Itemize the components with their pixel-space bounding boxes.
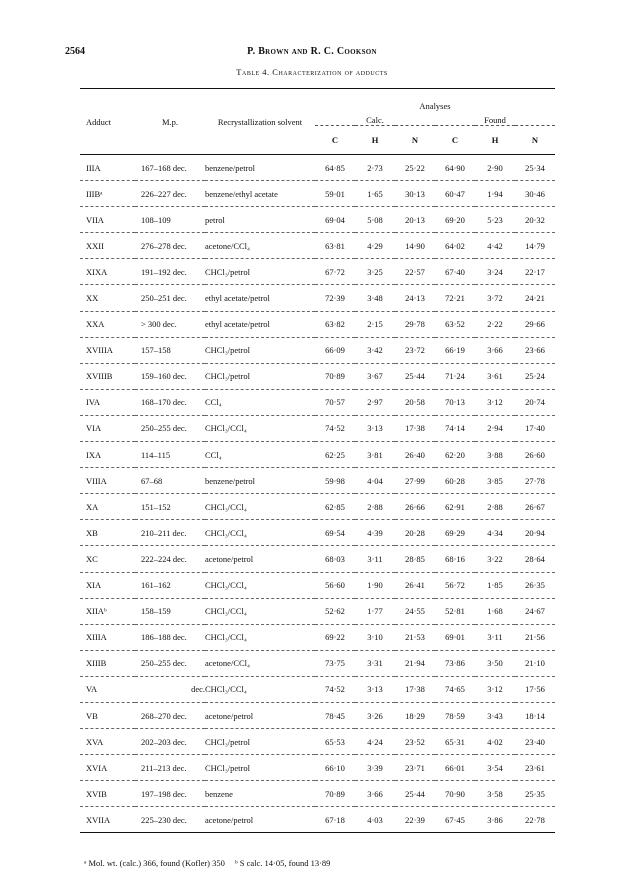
table-row	[80, 468, 555, 494]
table-row	[80, 337, 555, 363]
cell-calc-n: 23·72	[395, 337, 435, 363]
cell-calc-h: 2·15	[355, 311, 395, 337]
cell-found-n: 25·34	[515, 155, 555, 181]
cell-calc-h: 4·04	[355, 468, 395, 494]
cell-adduct: XIA	[80, 572, 135, 598]
cell-found-n: 23·40	[515, 729, 555, 755]
cell-found-n: 25·35	[515, 781, 555, 807]
cell-adduct: IIIA	[80, 155, 135, 181]
cell-found-c: 52·81	[435, 598, 475, 624]
cell-found-n: 20·94	[515, 520, 555, 546]
cell-calc-h: 3·10	[355, 624, 395, 650]
cell-calc-h: 3·11	[355, 546, 395, 572]
cell-found-n: 24·21	[515, 285, 555, 311]
cell-calc-n: 26·40	[395, 442, 435, 468]
cell-mp: 202–203 dec.	[135, 729, 205, 755]
cell-adduct: XIXA	[80, 259, 135, 285]
cell-found-c: 68·16	[435, 546, 475, 572]
cell-calc-c: 70·57	[315, 389, 355, 415]
page-number: 2564	[65, 46, 85, 57]
header-adduct: Adduct	[80, 89, 135, 155]
cell-solvent: acetone/petrol	[205, 807, 315, 833]
cell-solvent: CCl₄	[205, 442, 315, 468]
cell-solvent: CHCl₃/petrol	[205, 755, 315, 781]
cell-adduct: VB	[80, 702, 135, 728]
cell-adduct: XIIIB	[80, 650, 135, 676]
header-analyses: Analyses	[315, 89, 555, 112]
cell-solvent: CHCl₃/petrol	[205, 729, 315, 755]
cell-adduct: XVIIA	[80, 807, 135, 833]
header-calc-c: C	[315, 126, 355, 155]
cell-calc-c: 67·18	[315, 807, 355, 833]
cell-found-h: 3·11	[475, 624, 515, 650]
cell-calc-c: 66·09	[315, 337, 355, 363]
table-row	[80, 363, 555, 389]
cell-calc-n: 21·94	[395, 650, 435, 676]
table-row	[80, 650, 555, 676]
cell-calc-c: 59·98	[315, 468, 355, 494]
cell-found-h: 3·50	[475, 650, 515, 676]
cell-calc-h: 3·67	[355, 363, 395, 389]
cell-found-c: 56·72	[435, 572, 475, 598]
table-row	[80, 442, 555, 468]
cell-calc-h: 4·24	[355, 729, 395, 755]
cell-found-c: 69·20	[435, 207, 475, 233]
cell-mp: 210–211 dec.	[135, 520, 205, 546]
cell-found-h: 3·24	[475, 259, 515, 285]
cell-found-n: 23·66	[515, 337, 555, 363]
cell-found-h: 3·88	[475, 442, 515, 468]
header-mp: M.p.	[135, 89, 205, 155]
cell-found-n: 26·67	[515, 494, 555, 520]
cell-calc-n: 30·13	[395, 181, 435, 207]
cell-mp: 157–158	[135, 337, 205, 363]
cell-adduct: XVA	[80, 729, 135, 755]
cell-adduct: XVIB	[80, 781, 135, 807]
cell-found-c: 78·59	[435, 702, 475, 728]
table-row	[80, 807, 555, 833]
cell-found-h: 3·43	[475, 702, 515, 728]
header-calc: Calc.	[366, 115, 384, 125]
cell-adduct: XA	[80, 494, 135, 520]
cell-calc-c: 56·60	[315, 572, 355, 598]
cell-found-n: 22·17	[515, 259, 555, 285]
cell-mp: 211–213 dec.	[135, 755, 205, 781]
cell-found-n: 14·79	[515, 233, 555, 259]
table-row	[80, 494, 555, 520]
table-row	[80, 598, 555, 624]
cell-mp: 222–224 dec.	[135, 546, 205, 572]
cell-calc-c: 65·53	[315, 729, 355, 755]
cell-mp: > 300 dec.	[135, 311, 205, 337]
cell-adduct: VIIIA	[80, 468, 135, 494]
table-row	[80, 155, 555, 181]
cell-adduct: XXII	[80, 233, 135, 259]
cell-mp: 161–162	[135, 572, 205, 598]
cell-found-h: 2·94	[475, 415, 515, 441]
cell-solvent: acetone/petrol	[205, 546, 315, 572]
cell-calc-c: 66·10	[315, 755, 355, 781]
cell-adduct: XB	[80, 520, 135, 546]
cell-solvent: acetone/petrol	[205, 702, 315, 728]
cell-calc-h: 2·73	[355, 155, 395, 181]
cell-calc-c: 64·85	[315, 155, 355, 181]
cell-calc-n: 20·13	[395, 207, 435, 233]
cell-calc-h: 3·39	[355, 755, 395, 781]
cell-found-n: 20·32	[515, 207, 555, 233]
cell-found-n: 23·61	[515, 755, 555, 781]
cell-found-c: 62·91	[435, 494, 475, 520]
cell-found-h: 3·61	[475, 363, 515, 389]
cell-adduct: XVIIIB	[80, 363, 135, 389]
cell-calc-c: 78·45	[315, 702, 355, 728]
cell-found-h: 4·42	[475, 233, 515, 259]
cell-found-h: 2·22	[475, 311, 515, 337]
cell-solvent: benzene/petrol	[205, 155, 315, 181]
cell-calc-c: 72·39	[315, 285, 355, 311]
cell-solvent: acetone/CCl₄	[205, 233, 315, 259]
cell-found-h: 5·23	[475, 207, 515, 233]
cell-found-c: 65·31	[435, 729, 475, 755]
cell-found-h: 3·66	[475, 337, 515, 363]
cell-mp: 186–188 dec.	[135, 624, 205, 650]
cell-adduct: XIIAᵇ	[80, 598, 135, 624]
table-row	[80, 207, 555, 233]
cell-solvent: ethyl acetate/petrol	[205, 285, 315, 311]
cell-calc-n: 21·53	[395, 624, 435, 650]
cell-solvent: CHCl₃/CCl₄	[205, 598, 315, 624]
cell-found-n: 21·56	[515, 624, 555, 650]
cell-solvent: CHCl₃/CCl₄	[205, 415, 315, 441]
cell-calc-c: 67·72	[315, 259, 355, 285]
cell-calc-c: 59·01	[315, 181, 355, 207]
adducts-table	[80, 88, 555, 833]
cell-solvent: CCl₄	[205, 389, 315, 415]
running-head: P. Brown and R. C. Cookson	[247, 46, 377, 57]
cell-calc-n: 23·71	[395, 755, 435, 781]
cell-found-c: 62·20	[435, 442, 475, 468]
cell-found-h: 4·02	[475, 729, 515, 755]
cell-calc-n: 28·85	[395, 546, 435, 572]
cell-adduct: XX	[80, 285, 135, 311]
cell-solvent: CHCl₃/petrol	[205, 259, 315, 285]
table-row	[80, 520, 555, 546]
cell-calc-c: 62·85	[315, 494, 355, 520]
cell-mp: 191–192 dec.	[135, 259, 205, 285]
cell-mp: 250–255 dec.	[135, 650, 205, 676]
table-row	[80, 233, 555, 259]
footnote-a: ᵃ Mol. wt. (calc.) 366, found (Kofler) 350	[84, 858, 225, 868]
cell-calc-h: 2·88	[355, 494, 395, 520]
cell-calc-n: 20·58	[395, 389, 435, 415]
cell-found-h: 3·12	[475, 389, 515, 415]
cell-solvent: petrol	[205, 207, 315, 233]
cell-calc-c: 70·89	[315, 363, 355, 389]
cell-calc-h: 3·31	[355, 650, 395, 676]
cell-found-c: 67·40	[435, 259, 475, 285]
cell-calc-n: 20·28	[395, 520, 435, 546]
cell-found-n: 18·14	[515, 702, 555, 728]
cell-calc-h: 1·90	[355, 572, 395, 598]
cell-mp: 250–255 dec.	[135, 415, 205, 441]
cell-adduct: XVIIIA	[80, 337, 135, 363]
cell-mp: 268–270 dec.	[135, 702, 205, 728]
cell-found-n: 21·10	[515, 650, 555, 676]
cell-calc-n: 29·78	[395, 311, 435, 337]
cell-solvent: CHCl₃/CCl₄	[205, 676, 315, 702]
cell-found-h: 4·34	[475, 520, 515, 546]
cell-solvent: benzene/petrol	[205, 468, 315, 494]
header-found-h: H	[475, 126, 515, 155]
cell-calc-n: 26·66	[395, 494, 435, 520]
header-calc-n: N	[395, 126, 435, 155]
cell-mp: dec.	[135, 676, 205, 702]
cell-found-n: 26·60	[515, 442, 555, 468]
cell-found-c: 73·86	[435, 650, 475, 676]
cell-adduct: VIA	[80, 415, 135, 441]
cell-found-n: 22·78	[515, 807, 555, 833]
cell-mp: 114–115	[135, 442, 205, 468]
cell-found-h: 3·12	[475, 676, 515, 702]
cell-found-h: 2·88	[475, 494, 515, 520]
cell-found-h: 3·58	[475, 781, 515, 807]
cell-found-c: 60·28	[435, 468, 475, 494]
cell-found-h: 3·86	[475, 807, 515, 833]
cell-found-c: 74·65	[435, 676, 475, 702]
cell-adduct: XIIIA	[80, 624, 135, 650]
cell-adduct: VIIA	[80, 207, 135, 233]
cell-found-h: 2·90	[475, 155, 515, 181]
cell-found-n: 27·78	[515, 468, 555, 494]
cell-calc-c: 62·25	[315, 442, 355, 468]
cell-solvent: acetone/CCl₄	[205, 650, 315, 676]
table-row	[80, 729, 555, 755]
cell-mp: 108–109	[135, 207, 205, 233]
cell-calc-h: 3·25	[355, 259, 395, 285]
cell-mp: 168–170 dec.	[135, 389, 205, 415]
cell-calc-c: 74·52	[315, 676, 355, 702]
cell-calc-h: 3·13	[355, 415, 395, 441]
table-row	[80, 285, 555, 311]
cell-found-n: 17·56	[515, 676, 555, 702]
cell-calc-c: 70·89	[315, 781, 355, 807]
header-found: Found	[484, 115, 506, 125]
cell-calc-h: 3·81	[355, 442, 395, 468]
cell-found-h: 3·54	[475, 755, 515, 781]
table-row	[80, 624, 555, 650]
cell-found-h: 1·85	[475, 572, 515, 598]
cell-found-h: 3·22	[475, 546, 515, 572]
cell-calc-c: 73·75	[315, 650, 355, 676]
cell-found-c: 60·47	[435, 181, 475, 207]
cell-mp: 276–278 dec.	[135, 233, 205, 259]
cell-solvent: CHCl₃/CCl₄	[205, 494, 315, 520]
table-row	[80, 676, 555, 702]
table-row	[80, 702, 555, 728]
cell-solvent: CHCl₃/petrol	[205, 337, 315, 363]
cell-calc-n: 17·38	[395, 415, 435, 441]
cell-mp: 197–198 dec.	[135, 781, 205, 807]
cell-calc-h: 3·48	[355, 285, 395, 311]
cell-calc-n: 25·22	[395, 155, 435, 181]
cell-calc-n: 17·38	[395, 676, 435, 702]
cell-solvent: CHCl₃/CCl₄	[205, 520, 315, 546]
cell-calc-h: 4·39	[355, 520, 395, 546]
cell-calc-n: 23·52	[395, 729, 435, 755]
cell-found-c: 64·02	[435, 233, 475, 259]
table-row	[80, 259, 555, 285]
cell-found-c: 66·01	[435, 755, 475, 781]
cell-calc-n: 22·39	[395, 807, 435, 833]
cell-calc-c: 69·54	[315, 520, 355, 546]
cell-adduct: IIIBᵃ	[80, 181, 135, 207]
cell-solvent: CHCl₃/CCl₄	[205, 572, 315, 598]
cell-calc-h: 4·03	[355, 807, 395, 833]
cell-calc-h: 5·08	[355, 207, 395, 233]
cell-calc-n: 24·55	[395, 598, 435, 624]
cell-adduct: XXA	[80, 311, 135, 337]
cell-adduct: IVA	[80, 389, 135, 415]
header-found-n: N	[515, 126, 555, 155]
cell-calc-c: 63·82	[315, 311, 355, 337]
cell-found-c: 69·29	[435, 520, 475, 546]
cell-solvent: benzene	[205, 781, 315, 807]
cell-calc-n: 27·99	[395, 468, 435, 494]
cell-calc-h: 3·26	[355, 702, 395, 728]
cell-solvent: CHCl₃/petrol	[205, 363, 315, 389]
cell-found-h: 3·72	[475, 285, 515, 311]
footnotes	[84, 858, 338, 868]
table-row	[80, 755, 555, 781]
cell-found-c: 74·14	[435, 415, 475, 441]
cell-calc-h: 2·97	[355, 389, 395, 415]
cell-mp: 159–160 dec.	[135, 363, 205, 389]
cell-found-c: 71·24	[435, 363, 475, 389]
cell-calc-c: 52·62	[315, 598, 355, 624]
header-solvent: Recrystallization solvent	[205, 89, 315, 155]
cell-solvent: benzene/ethyl acetate	[205, 181, 315, 207]
cell-calc-n: 22·57	[395, 259, 435, 285]
cell-calc-c: 74·52	[315, 415, 355, 441]
cell-calc-c: 63·81	[315, 233, 355, 259]
cell-solvent: ethyl acetate/petrol	[205, 311, 315, 337]
cell-adduct: IXA	[80, 442, 135, 468]
table-row	[80, 389, 555, 415]
cell-found-h: 1·68	[475, 598, 515, 624]
table-row	[80, 572, 555, 598]
cell-found-c: 64·90	[435, 155, 475, 181]
cell-found-n: 24·67	[515, 598, 555, 624]
cell-adduct: XC	[80, 546, 135, 572]
cell-calc-n: 24·13	[395, 285, 435, 311]
cell-mp: 226–227 dec.	[135, 181, 205, 207]
cell-found-n: 29·66	[515, 311, 555, 337]
cell-mp: 167–168 dec.	[135, 155, 205, 181]
cell-found-n: 30·46	[515, 181, 555, 207]
cell-calc-n: 18·29	[395, 702, 435, 728]
cell-found-n: 28·64	[515, 546, 555, 572]
header-found-c: C	[435, 126, 475, 155]
table-row	[80, 415, 555, 441]
cell-found-n: 20·74	[515, 389, 555, 415]
table-caption: Table 4. Characterization of adducts	[236, 67, 388, 77]
cell-solvent: CHCl₃/CCl₄	[205, 624, 315, 650]
cell-found-h: 3·85	[475, 468, 515, 494]
cell-found-c: 67·45	[435, 807, 475, 833]
cell-found-c: 66·19	[435, 337, 475, 363]
table-row	[80, 781, 555, 807]
cell-mp: 225–230 dec.	[135, 807, 205, 833]
cell-mp: 158–159	[135, 598, 205, 624]
cell-adduct: VA	[80, 676, 135, 702]
cell-found-c: 63·52	[435, 311, 475, 337]
cell-found-n: 17·40	[515, 415, 555, 441]
cell-found-c: 70·90	[435, 781, 475, 807]
cell-calc-h: 3·13	[355, 676, 395, 702]
table-row	[80, 311, 555, 337]
cell-calc-h: 1·77	[355, 598, 395, 624]
cell-calc-n: 26·41	[395, 572, 435, 598]
cell-calc-c: 69·22	[315, 624, 355, 650]
cell-mp: 67–68	[135, 468, 205, 494]
footnote-b: ᵇ S calc. 14·05, found 13·89	[235, 858, 331, 868]
table-row	[80, 181, 555, 207]
cell-found-n: 25·24	[515, 363, 555, 389]
cell-calc-c: 69·04	[315, 207, 355, 233]
cell-calc-n: 25·44	[395, 781, 435, 807]
table-row	[80, 546, 555, 572]
cell-calc-c: 68·03	[315, 546, 355, 572]
header-calc-h: H	[355, 126, 395, 155]
cell-adduct: XVIA	[80, 755, 135, 781]
cell-calc-h: 4·29	[355, 233, 395, 259]
cell-calc-h: 3·42	[355, 337, 395, 363]
cell-found-h: 1·94	[475, 181, 515, 207]
cell-calc-h: 3·66	[355, 781, 395, 807]
cell-found-c: 69·01	[435, 624, 475, 650]
cell-mp: 250–251 dec.	[135, 285, 205, 311]
cell-calc-h: 1·65	[355, 181, 395, 207]
cell-found-n: 26·35	[515, 572, 555, 598]
cell-found-c: 72·21	[435, 285, 475, 311]
cell-mp: 151–152	[135, 494, 205, 520]
cell-calc-n: 14·90	[395, 233, 435, 259]
cell-found-c: 70·13	[435, 389, 475, 415]
cell-calc-n: 25·44	[395, 363, 435, 389]
